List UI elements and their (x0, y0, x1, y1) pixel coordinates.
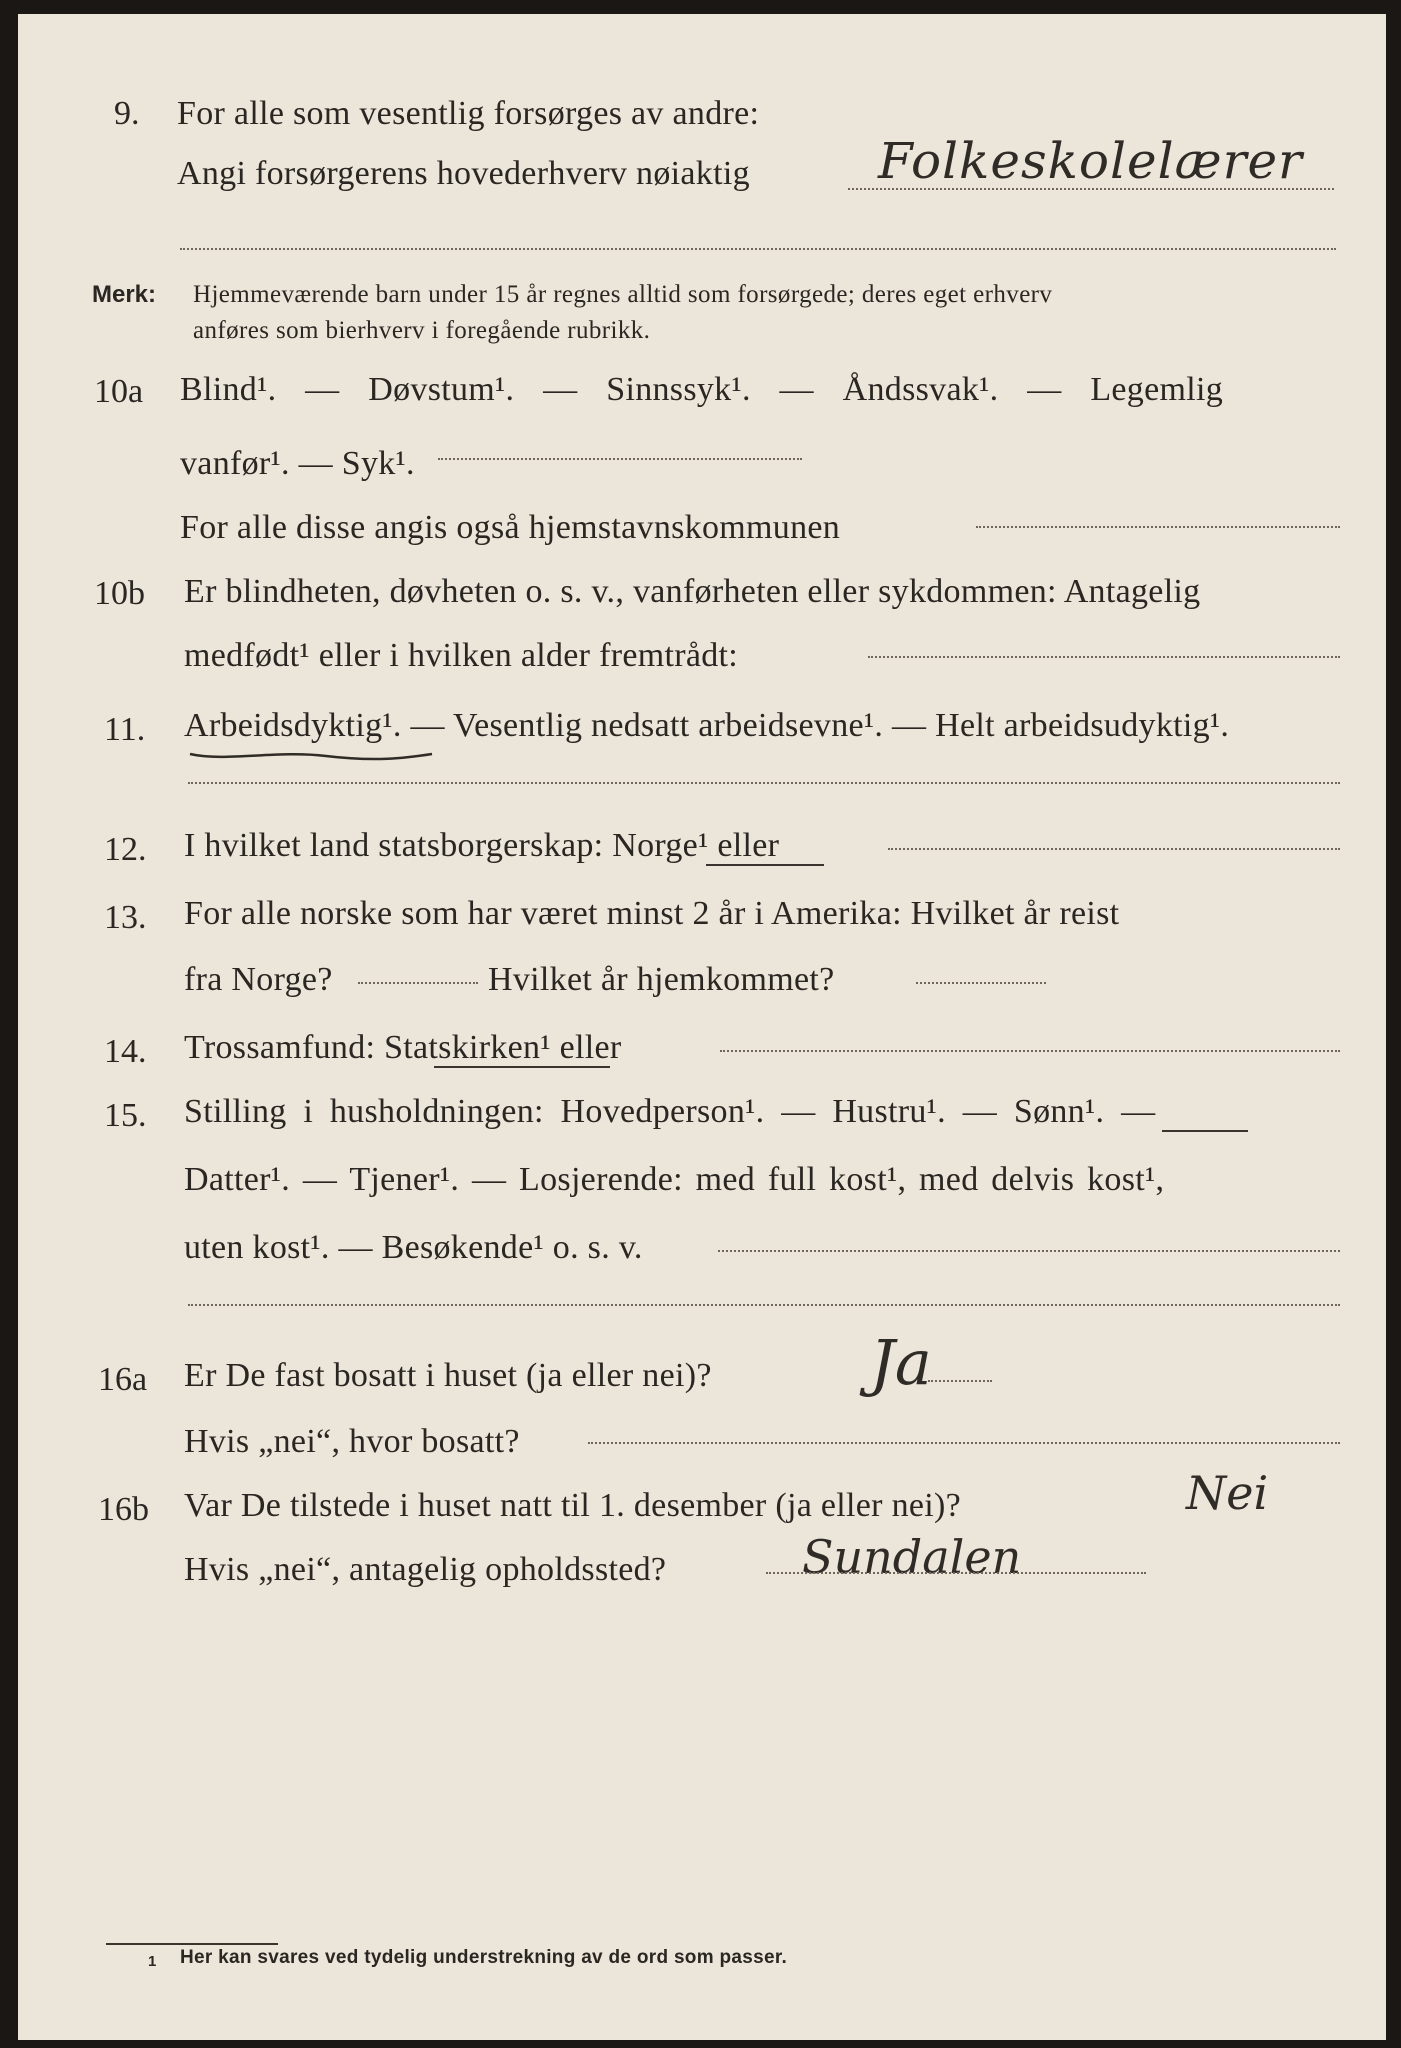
q13-number: 13. (104, 899, 147, 936)
q16b-opholdssted-line (766, 1572, 1146, 1574)
q13-reist-line (358, 982, 478, 984)
merk-line1: Hjemmeværende barn under 15 år regnes alltid som forsørgede; deres eget erhverv (193, 281, 1053, 308)
q13-hjemkommet-line (916, 982, 1046, 984)
q14-statskirken-underline (434, 1066, 610, 1068)
q16a-number: 16a (98, 1361, 148, 1398)
q9-extra-line (180, 248, 1336, 250)
q15-answer-line (718, 1250, 1340, 1252)
q15-line3: uten kost¹. — Besøkende¹ o. s. v. (184, 1229, 643, 1266)
q14-number: 14. (104, 1033, 147, 1070)
q10a-hjemstavn-line (976, 526, 1340, 528)
merk-line2: anføres som bierhverv i foregående rubrikk. (193, 317, 651, 344)
q9-number: 9. (114, 95, 140, 132)
q12-number: 12. (104, 831, 147, 868)
q16b-handwritten-answer2: Sundalen (802, 1530, 1022, 1584)
q10b-answer-line (868, 656, 1340, 658)
q16a-answer-line (928, 1380, 992, 1382)
q10a-syk-line (438, 458, 802, 460)
q13-line1: For alle norske som har været minst 2 år i Amerika: Hvilket år reist (184, 895, 1120, 932)
q15-line2: Datter¹. — Tjener¹. — Losjerende: med full kost¹, med delvis kost¹, (184, 1161, 1165, 1198)
q15-sonn-underline (1162, 1130, 1248, 1132)
q13-line2b: Hvilket år hjemkommet? (488, 961, 835, 998)
q9-line1: For alle som vesentlig forsørges av andre: (177, 95, 760, 132)
merk-label: Merk: (92, 281, 157, 308)
q12-norge-underline (706, 864, 824, 866)
footnote-text: Her kan svares ved tydelig understrekning av de ord som passer. (180, 1947, 788, 1968)
q16a-handwritten-answer: Ja (870, 1326, 932, 1399)
q11-number: 11. (104, 711, 146, 748)
q10a-line3: For alle disse angis også hjemstavnskommunen (180, 509, 841, 546)
q10a-line1: Blind¹. — Døvstum¹. — Sinnssyk¹. — Åndssvak¹. — Legemlig (180, 371, 1224, 408)
q16b-line2: Hvis „nei“, antagelig opholdssted? (184, 1551, 667, 1588)
footnote-mark: 1 (148, 1953, 157, 1970)
q16b-handwritten-answer1: Nei (1186, 1466, 1269, 1520)
q14-answer-line (720, 1050, 1340, 1052)
q10b-number: 10b (94, 575, 145, 612)
q9-handwritten-answer: Folkeskolelærer (878, 132, 1303, 190)
q10a-line2: vanfør¹. — Syk¹. (180, 445, 415, 482)
q10a-number: 10a (94, 373, 144, 410)
q16b-number: 16b (98, 1491, 149, 1528)
q12-answer-line (888, 848, 1340, 850)
q12-line1: I hvilket land statsborgerskap: Norge¹ eller (184, 827, 780, 864)
q15-extra-line (188, 1304, 1340, 1306)
q11-handwritten-underline (186, 744, 436, 768)
q11-line1: Arbeidsdyktig¹. — Vesentlig nedsatt arbeidsevne¹. — Helt arbeidsudyktig¹. (184, 707, 1230, 744)
q10b-line1: Er blindheten, døvheten o. s. v., vanførheten eller sykdommen: Antagelig (184, 573, 1201, 610)
q9-line2: Angi forsørgerens hovederhverv nøiaktig (177, 155, 750, 192)
q16a-line1: Er De fast bosatt i huset (ja eller nei)? (184, 1357, 712, 1394)
footnote-rule (106, 1943, 278, 1945)
q11-extra-line (188, 782, 1340, 784)
q15-number: 15. (104, 1097, 147, 1134)
census-form-page (18, 14, 1386, 2040)
q16b-line1: Var De tilstede i huset natt til 1. desember (ja eller nei)? (184, 1487, 962, 1524)
q10b-line2: medfødt¹ eller i hvilken alder fremtrådt: (184, 637, 739, 674)
q16a-line2: Hvis „nei“, hvor bosatt? (184, 1423, 520, 1460)
q13-line2a: fra Norge? (184, 961, 333, 998)
q15-line1: Stilling i husholdningen: Hovedperson¹. — Hustru¹. — Sønn¹. — (184, 1093, 1156, 1130)
q14-line1: Trossamfund: Statskirken¹ eller (184, 1029, 622, 1066)
q16a-bosatt-line (588, 1442, 1340, 1444)
